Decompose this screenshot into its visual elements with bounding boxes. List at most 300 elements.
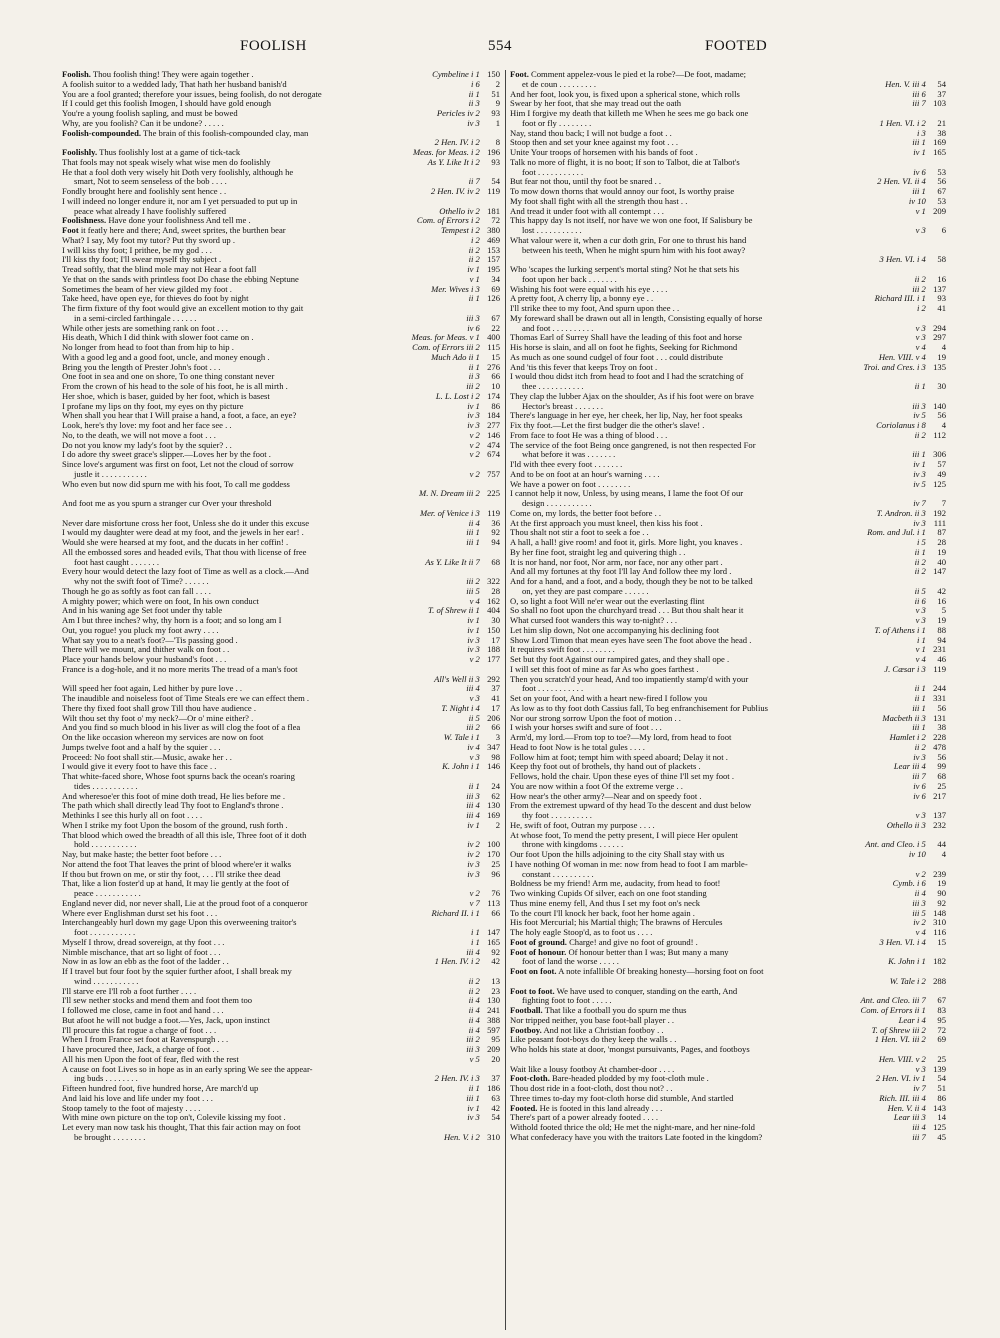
play-act-scene: iv 5 [913,478,926,489]
play-act-scene: ii 1 [914,381,926,391]
play-act-scene: ii 4 [468,1024,480,1035]
play-act-scene: J. Cæsar i 3 [884,663,926,674]
quotation: Since love's argument was first on foot, Let not the cloud of sorrow [62,459,294,469]
headword: Foot. [510,70,529,79]
reference [865,840,946,850]
quotation: it featly here and there; And, sweet sprites, the burthen bear [80,225,286,235]
quotation: He that a fool doth very wisely hit Doth very foolishly, although he [62,166,294,177]
quotation: in a semi-circled farthingale . . . . . . [74,312,197,323]
quotation: It is nor hand, nor foot, Nor arm, nor face, nor any other part . [510,556,723,567]
reference [470,1055,500,1065]
play-act-scene: iii 2 [466,722,480,733]
play-act-scene: iii 3 [466,790,480,801]
play-act-scene: Ant. and Cleo. iii 7 [860,995,926,1006]
play-act-scene: ii 4 [468,1005,480,1015]
line-number: 17 [491,702,500,713]
line-number: 288 [933,975,946,986]
line-number: 400 [487,332,500,343]
quotation: He, swift of foot, Outran my purpose . . . . [510,819,655,830]
line-number: 42 [491,1102,500,1113]
line-number: 56 [937,751,946,762]
line-number: 76 [491,888,500,898]
quotation: I do adore thy sweet grace's slipper.—Loves her by the foot . [62,449,271,460]
play-act-scene: iii 5 [466,585,480,596]
quotation: And foot me as you spurn a stranger cur Over your threshold [62,498,272,508]
play-act-scene: v 5 [469,1053,480,1064]
quotation: I will set this foot of mine as far As who goes farthest . [510,663,699,674]
play-act-scene: v 3 [915,615,926,625]
quotation-text [62,499,472,509]
line-number: 150 [487,624,500,635]
quotation: Swear by her foot, that she may tread out the oath [510,98,682,109]
line-number: 68 [491,556,500,567]
quotation: France is a dog-hole, and it no more merits The tread of a man's foot [62,663,298,674]
line-number: 83 [937,1005,946,1015]
play-act-scene: iv 4 [467,741,480,752]
line-number: 42 [937,585,946,596]
play-act-scene: iii 1 [912,449,926,460]
line-number: 58 [937,254,946,265]
quotation: With mine own picture on the top on't, Colevile kissing my foot . [62,1112,286,1123]
line-number: 92 [937,897,946,908]
concordance-line [510,967,946,977]
play-act-scene: v 7 [469,897,480,908]
play-act-scene: iii 1 [466,527,480,538]
quotation: I will kiss thy foot; I prithee, be my god . . . [62,244,212,255]
reference [467,821,500,831]
line-number: 4 [941,420,946,430]
quotation: peace . . . . . . . . . . . [74,888,141,898]
play-act-scene: Richard II. i 1 [431,907,480,918]
line-number: 15 [937,936,946,947]
play-act-scene: iii 4 [466,800,480,811]
play-act-scene: Lear iii 3 [893,1112,926,1123]
play-act-scene: i 1 [471,936,480,947]
line-number: 188 [487,644,500,655]
line-number: 2 [495,819,500,830]
line-number: 196 [487,147,500,157]
quotation: You are a fool granted; therefore your issues, being foolish, do not derogate [62,88,322,99]
play-act-scene: v 3 [915,605,926,616]
quotation: Place your hands below your husband's foot . . . [62,654,227,664]
quotation: Fondly brought here and foolishly sent hence . . [62,186,227,196]
line-number: 143 [933,1102,946,1113]
play-act-scene: v 2 [915,868,926,879]
quotation: Show Lord Timon that mean eyes have seen The foot above the head . [510,634,752,645]
quotation: Will speed her foot again, Led hither by pure love . . [62,683,243,694]
play-act-scene: i 6 [471,78,480,89]
quotation-text [510,246,918,256]
play-act-scene: v 1 [469,273,480,284]
line-number: 232 [933,819,946,830]
line-number: 56 [937,176,946,187]
quotation: Our foot Upon the hills adjoining to the city Shall stay with us [510,849,725,859]
quotation: And wheresoe'er this foot of mine doth tread, He lies before me . [62,790,286,801]
quotation: And to be on foot at an hour's warning . . . . [510,468,660,479]
reference [466,538,500,548]
line-number: 6 [941,225,946,235]
quotation: Nor attend the foot That leaves the print of blood where'er it walks [62,858,292,869]
line-number: 67 [491,312,500,323]
line-number: 478 [933,741,946,752]
line-number: 41 [937,303,946,313]
quotation: Out, you rogue! you pluck my foot awry . . . . [62,624,219,635]
play-act-scene: All's Well ii 3 [434,673,480,684]
line-number: 34 [491,273,500,284]
play-act-scene: Mer. of Venice i 3 [419,507,480,518]
play-act-scene: W. Tale i 1 [443,732,480,742]
column-divider [505,70,506,1330]
line-number: 69 [491,283,500,294]
quotation: That, like a lion foster'd up at hand, It may lie gently at the foot of [62,878,290,889]
quotation-text [510,1133,918,1143]
quotation: He is footed in this land already . . . [539,1102,663,1113]
headword: Foot on foot. [510,966,557,976]
play-act-scene: Hen. V. iii 4 [885,78,926,89]
quotation: And for a hand, and a foot, and a body, though they be not to be talked [510,576,753,586]
quotation: O, so light a foot Will ne'er wear out the everlasting flint [510,595,705,606]
quotation: Head to foot Now is he total gules . . . . [510,741,645,752]
play-act-scene: Richard III. i 1 [874,293,926,304]
line-number: 209 [487,1044,500,1054]
play-act-scene: ii 4 [914,888,926,898]
line-number: 19 [937,351,946,362]
quotation: Fifteen hundred foot, five hundred horse, Are march'd up [62,1083,259,1093]
quotation: foot or fly . . . . . . . . [522,117,592,128]
play-act-scene: Meas. for Meas. i 2 [413,147,480,157]
play-act-scene: i 2 [917,303,926,313]
page-number: 554 [488,38,512,54]
reference [419,489,500,499]
reference [913,792,946,802]
quotation: Thou shalt not stir a foot to seek a foe . . [510,527,649,538]
play-act-scene: v 3 [915,225,926,235]
line-number: 19 [937,615,946,625]
line-number: 239 [933,868,946,879]
quotation-text [62,129,472,139]
play-act-scene: ii 2 [914,741,926,752]
quotation-text [62,480,472,490]
reference [916,207,946,217]
play-act-scene: iv 3 [467,868,480,879]
headword: Footboy. [510,1024,542,1035]
line-number: 37 [491,1073,500,1084]
reference [432,70,500,80]
line-number: 380 [487,225,500,235]
play-act-scene: Mer. Wives i 3 [431,283,480,294]
line-number: 184 [487,410,500,421]
headword: Foolish. [62,70,91,79]
quotation: There thy fixed foot shall grow Till thou have audience . [62,702,257,713]
play-act-scene: iv 1 [913,147,926,157]
quotation: If I travel but four foot by the squier further afoot, I shall break my [62,966,292,976]
play-act-scene: Ant. and Cleo. i 5 [865,839,926,850]
quotation: No longer from head to foot than from hip to hip . [62,342,234,352]
play-act-scene: v 1 [915,205,926,216]
quotation: Now in as low an ebb as the foot of the ladder . . [62,956,229,967]
play-act-scene: v 4 [915,654,926,664]
reference [888,957,946,967]
line-number: 276 [487,361,500,372]
quotation: constant . . . . . . . . . . [522,868,594,879]
quotation: I'll starve ere I'll rob a foot further . . . . [62,985,197,996]
line-number: 469 [487,234,500,245]
line-number: 66 [491,907,500,918]
quotation: A mighty power; which were on foot, In his own conduct [62,595,259,606]
play-act-scene: iv 6 [913,780,926,791]
quotation: And in his waning age Set foot under thy table [62,605,223,616]
quotation: justle it . . . . . . . . . . . [74,468,147,479]
play-act-scene: ii 4 [468,1014,480,1025]
line-number: 126 [487,293,500,304]
line-number: 177 [487,654,500,664]
line-number: 306 [933,449,946,460]
play-act-scene: ii 1 [914,546,926,557]
play-act-scene: iii 1 [466,1092,480,1103]
quotation: Let him slip down, Not one accompanying his declining foot [510,624,720,635]
quotation: To mow down thorns that would annoy our foot, Is worthy praise [510,186,735,196]
quotation: Where ever Englishman durst set his foot . . . [62,907,218,918]
play-act-scene: iii 1 [912,722,926,733]
quotation: How near's the other army?—Near and on speedy foot . [510,790,702,801]
quotation: A foolish suitor to a wedded lady, That hath her husband banish'd [62,78,287,89]
line-number: 137 [933,283,946,294]
play-act-scene: Cymb. i 6 [892,878,926,889]
line-number: 54 [937,78,946,89]
play-act-scene: v 2 [469,429,480,440]
line-number: 38 [937,127,946,138]
line-number: 86 [491,400,500,411]
play-act-scene: iii 3 [466,1044,480,1054]
line-number: 195 [487,264,500,274]
line-number: 24 [491,780,500,791]
line-number: 37 [937,88,946,99]
play-act-scene: ii 1 [468,1083,480,1093]
play-act-scene: iv 2 [467,839,480,850]
line-number: 45 [937,1131,946,1142]
line-number: 137 [933,810,946,820]
quotation: Like peasant foot-boys do they keep the walls . . [510,1034,677,1045]
play-act-scene: ii 2 [914,556,926,567]
line-number: 388 [487,1014,500,1025]
quotation: From the crown of his head to the sole of his foot, he is all mirth . [62,381,288,391]
quotation: Thomas Earl of Surrey Shall have the leading of this foot and horse [510,332,742,343]
quotation: What confederacy have you with the traitors Late footed in the kingdom? [510,1131,763,1142]
line-number: 135 [933,361,946,372]
play-act-scene: M. N. Dream iii 2 [419,488,480,499]
play-act-scene: v 3 [469,693,480,703]
play-act-scene: T. of Athens i 1 [874,624,926,635]
quotation-text [62,1133,472,1143]
line-number: 92 [491,527,500,538]
play-act-scene: 1 Hen. VI. iii 2 [874,1034,926,1045]
play-act-scene: iii 7 [912,771,926,781]
line-number: 294 [933,322,946,333]
line-number: 147 [487,927,500,937]
line-number: 125 [933,478,946,489]
headword: Foot to foot. [510,985,555,996]
line-number: 147 [933,566,946,577]
play-act-scene: v 4 [469,595,480,606]
quotation: My foreward shall be drawn out all in length, Consisting equally of horse [510,312,763,323]
line-number: 174 [487,390,500,401]
quotation: When shall you hear that I Will praise a hand, a foot, a face, an eye? [62,410,297,421]
play-act-scene: ii 5 [468,712,480,723]
play-act-scene: i 1 [917,634,926,645]
play-act-scene: v 3 [915,1063,926,1074]
line-number: 103 [933,98,946,109]
quotation: From the extremest upward of thy head To the descent and dust below [510,800,752,811]
quotation: et de coun . . . . . . . . . [522,78,596,89]
play-act-scene: Macbeth ii 3 [882,712,926,723]
play-act-scene: iv 6 [913,790,926,801]
line-number: 7 [941,498,946,508]
headword: Football. [510,1005,543,1015]
headword: Foolishness. [62,215,107,226]
play-act-scene: iv 1 [913,459,926,469]
quotation-text [510,967,918,977]
quotation: I will indeed no longer endure it, nor am I yet persuaded to put up in [62,195,298,206]
quotation: Am I but three inches? why, thy horn is a foot; and so long am I [62,615,282,625]
play-act-scene: iii 4 [466,946,480,957]
play-act-scene: W. Tale i 2 [889,975,926,986]
quotation-text [510,1045,918,1055]
quotation: foot hast caught . . . . . . . [74,556,159,567]
quotation: What? I say, My foot my tutor? Put thy sword up . [62,234,235,245]
reference [875,1035,946,1045]
reference [431,909,500,919]
headword: Foot [62,225,79,235]
quotation: Who holds his state at door, 'mongst pursuivants, Pages, and footboys [510,1044,750,1054]
quotation: On the like occasion whereon my services are now on foot [62,732,264,742]
quotation: I have procured thee, Jack, a charge of foot . . [62,1044,219,1054]
line-number: 54 [491,1112,500,1123]
quotation: thee . . . . . . . . . . . [522,381,584,391]
quotation: Hector's breast . . . . . . . [522,400,604,411]
line-number: 63 [491,1092,500,1103]
quotation: Myself I throw, dread sovereign, at thy foot . . . [62,936,225,947]
play-act-scene: Com. of Errors ii 1 [860,1005,926,1015]
quotation: Keep thy foot out of brothels, thy hand out of plackets . [510,761,701,772]
quotation: We have used to conquer, standing on the earth, And [556,985,738,996]
line-number: 86 [937,1092,946,1103]
quotation: Nay, but make haste; the better foot before . . . [62,849,222,859]
quotation: But fear not thou, until thy foot be snared . . [510,176,662,187]
quotation: I'ld with thee every foot . . . . . . . [510,459,623,469]
quotation: No, to the death, we will not move a foot . . . [62,429,216,440]
play-act-scene: K. John i 1 [888,956,926,967]
quotation: And her foot, look you, is fixed upon a spherical stone, which rolls [510,88,740,99]
play-act-scene: T. Night i 4 [441,702,480,713]
play-act-scene: iv 3 [467,634,480,645]
quotation: Nimble mischance, that art so light of foot . . . [62,946,221,957]
quotation: Take heed, have open eye, for thieves do foot by night [62,293,249,304]
reference [444,1133,500,1143]
headword: Foolishly. [62,147,98,157]
line-number: 182 [933,956,946,967]
quotation: I would my daughter were dead at my foot, and the jewels in her ear! . [62,527,304,538]
play-act-scene: iii 7 [912,1131,926,1142]
quotation: What cursed foot wanders this way to-night? . . . [510,615,678,625]
reference [915,431,946,441]
play-act-scene: Hen. VIII. v 2 [878,1053,926,1064]
play-act-scene: ii 1 [468,361,480,372]
play-act-scene: iii 1 [466,537,480,547]
play-act-scene: iv 6 [913,166,926,177]
play-act-scene: iv 3 [913,468,926,479]
play-act-scene: i 5 [917,537,926,547]
reference [425,558,500,568]
play-act-scene: Troi. and Cres. i 3 [863,361,926,372]
line-number: 62 [491,790,500,801]
quotation: We have a power on foot . . . . . . . . [510,478,631,489]
quotation: And all my fortunes at thy foot I'll lay And follow thee my lord . [510,566,732,577]
line-number: 53 [937,166,946,177]
quotation: As low as to thy foot doth Cassius fall, To beg enfranchisement for Publius [510,702,768,713]
quotation: Set on your foot, And with a heart new-fired I follow you [510,693,708,703]
line-number: 119 [487,507,500,518]
reference [420,509,500,519]
play-act-scene: Meas. for Meas. v 1 [411,332,480,343]
quotation: My foot shall fight with all the strength thou hast . . [510,195,688,206]
quotation: At the first approach you must kneel, then kiss his foot . [510,517,703,528]
reference [913,480,946,490]
play-act-scene: v 3 [915,332,926,343]
line-number: 93 [937,293,946,304]
quotation: And 'tis this fever that keeps Troy on foot . [510,361,658,372]
line-number: 217 [933,790,946,801]
line-number: 72 [491,215,500,226]
play-act-scene: v 2 [469,654,480,664]
line-number: 474 [487,439,500,450]
line-number: 4 [941,342,946,352]
reference [880,938,946,948]
line-number: 25 [491,858,500,869]
reference [880,119,946,129]
play-act-scene: iii 1 [912,137,926,148]
reference [470,450,500,460]
line-number: 20 [491,1053,500,1064]
left-headword: FOOLISH [240,38,307,54]
quotation: From face to foot He was a thing of blood . . . [510,429,668,440]
headword: Footed. [510,1102,538,1113]
line-number: 4 [941,849,946,859]
play-act-scene: iv 3 [913,751,926,762]
quotation: His horse is slain, and all on foot he fights, Seeking for Richmond [510,342,738,352]
quotation: Then you scratch'd your head, And too impatiently stamp'd with your [510,673,749,684]
line-number: 153 [487,244,500,255]
quotation: Who 'scapes the lurking serpent's mortal sting? Not he that sets his [510,264,740,274]
play-act-scene: iv 3 [467,1112,480,1123]
quotation: Sometimes the beam of her view gilded my foot . [62,283,232,294]
play-act-scene: iii 6 [912,88,926,99]
reference [467,870,500,880]
quotation: England never did, nor never shall, Lie at the proud foot of a conqueror [62,897,308,908]
line-number: 310 [933,917,946,928]
quotation: What say you to a neat's foot?—'Tis passing good . [62,634,238,645]
quotation: be brought . . . . . . . . [74,1131,146,1142]
reference [428,606,500,616]
quotation: That blood which owed the breadth of all this isle, Three foot of it doth [62,829,307,840]
quotation: Of honour better than I was; But many a many [568,946,729,957]
line-number: 22 [491,322,500,333]
play-act-scene: As Y. Like It ii 7 [425,556,480,567]
quotation: Nay, stand thou back; I will not budge a foot . . [510,127,672,138]
play-act-scene: 1 Hen. VI. i 2 [879,117,926,128]
play-act-scene: iv 3 [467,420,480,430]
line-number: 46 [937,654,946,664]
line-number: 597 [487,1024,500,1035]
